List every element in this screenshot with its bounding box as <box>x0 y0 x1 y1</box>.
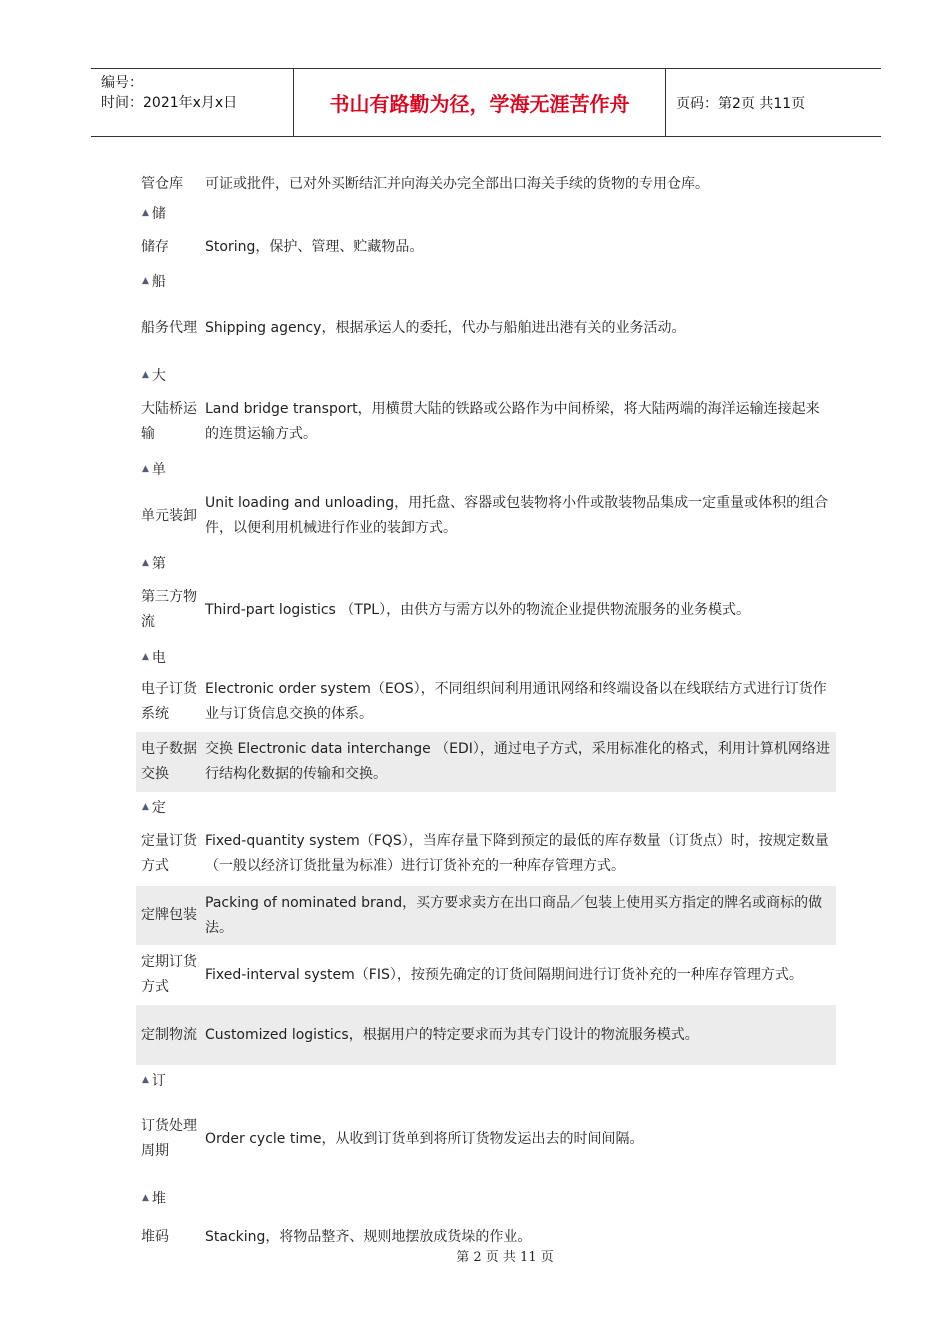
glossary-definition: 可证或批件，已对外买断结汇并向海关办完全部出口海关手续的货物的专用仓库。 <box>205 175 709 192</box>
glossary-entry <box>136 732 836 792</box>
index-letter-heading <box>136 548 836 578</box>
triangle-icon: ▲ <box>142 1193 149 1203</box>
glossary-entry <box>136 228 836 266</box>
glossary-definition: Customized logistics，根据用户的特定要求而为其专门设计的物流服务模式。 <box>205 1026 699 1043</box>
index-letter: 大 <box>151 368 166 384</box>
triangle-icon: ▲ <box>142 276 149 286</box>
header-meta <box>91 69 293 136</box>
triangle-icon: ▲ <box>142 652 149 662</box>
glossary-entry <box>136 484 836 548</box>
index-letter: 船 <box>151 274 166 290</box>
glossary-term: 大陆桥运输 <box>141 401 197 442</box>
glossary-term: 船务代理 <box>141 319 197 336</box>
glossary-entry <box>136 170 836 198</box>
glossary-definition: 交换 Electronic data interchange （EDI），通过电子方式，采用标准化的格式，利用计算机网络进行结构化数据的传输和交换。 <box>205 741 830 782</box>
index-letter: 堆 <box>151 1191 166 1207</box>
glossary-term: 定制物流 <box>141 1026 197 1043</box>
index-letter: 定 <box>151 800 166 816</box>
glossary-entry <box>136 578 836 642</box>
index-letter: 单 <box>151 462 166 478</box>
index-letter: 储 <box>151 206 166 222</box>
index-letter-heading <box>136 198 836 228</box>
glossary-term: 电子订货系统 <box>141 681 197 722</box>
index-letter-heading <box>136 1183 836 1213</box>
triangle-icon: ▲ <box>142 464 149 474</box>
triangle-icon: ▲ <box>142 1075 149 1085</box>
glossary-entry <box>136 296 836 360</box>
page-footer: 第 2 页 共 11 页 <box>456 1250 554 1265</box>
index-letter-heading <box>136 360 836 390</box>
glossary-term: 定期订货方式 <box>141 954 197 995</box>
glossary-definition: Stacking，将物品整齐、规则地摆放成货垛的作业。 <box>205 1228 532 1245</box>
triangle-icon: ▲ <box>142 370 149 380</box>
glossary-entry <box>136 672 836 732</box>
glossary-term: 定量订货方式 <box>141 833 197 874</box>
glossary-definition: Third-part logistics （TPL），由供方与需方以外的物流企业提供物流服务的业务模式。 <box>205 601 751 618</box>
glossary-entry <box>136 1005 836 1065</box>
triangle-icon: ▲ <box>142 802 149 812</box>
triangle-icon: ▲ <box>142 558 149 568</box>
glossary-definition: Packing of nominated brand，买方要求卖方在出口商品／包装上使用买方指定的牌名或商标的做法。 <box>205 894 823 936</box>
index-letter-heading <box>136 1065 836 1095</box>
glossary-definition: Storing，保护、管理、贮藏物品。 <box>205 238 424 255</box>
document-time-label: 时间：2021年x月x日 <box>101 95 238 111</box>
index-letter-heading <box>136 792 836 822</box>
glossary-definition: Fixed-quantity system（FQS），当库存量下降到预定的最低的库存数量（订货点）时，按规定数量（一般以经济订货批量为标准）进行订货补充的一种库存管理方式。 <box>205 833 829 874</box>
index-letter-heading <box>136 454 836 484</box>
glossary-term: 堆码 <box>141 1228 169 1245</box>
index-letter: 第 <box>151 556 166 572</box>
glossary-definition: Land bridge transport，用横贯大陆的铁路或公路作为中间桥梁，将大陆两端的海洋运输连接起来的连贯运输方式。 <box>205 401 820 442</box>
glossary-definition: Fixed-interval system（FIS），按预先确定的订货间隔期间进行订货补充的一种库存管理方式。 <box>205 966 803 983</box>
page-header <box>91 68 881 137</box>
glossary-term: 电子数据交换 <box>141 741 197 782</box>
glossary-list <box>136 170 836 1261</box>
glossary-entry <box>136 1095 836 1183</box>
glossary-definition: Order cycle time，从收到订货单到将所订货物发运出去的时间间隔。 <box>205 1130 644 1147</box>
glossary-entry <box>136 886 836 945</box>
glossary-definition: Unit loading and unloading，用托盘、容器或包装物将小件或散装物品集成一定重量或体积的组合件，以便利用机械进行作业的装卸方式。 <box>205 495 829 536</box>
glossary-term: 订货处理周期 <box>141 1118 197 1159</box>
document-number-label: 编号： <box>101 75 143 91</box>
header-page-number: 页码：第2页 共11页 <box>676 95 806 112</box>
glossary-definition: Electronic order system（EOS），不同组织间利用通讯网络和终端设备以在线联结方式进行订货作业与订货信息交换的体系。 <box>205 681 827 722</box>
triangle-icon: ▲ <box>142 208 149 218</box>
header-slogan: 书山有路勤为径，学海无涯苦作舟 <box>293 69 666 136</box>
index-letter: 电 <box>151 650 166 666</box>
glossary-entry <box>136 945 836 1005</box>
glossary-term: 管仓库 <box>141 175 183 192</box>
glossary-entry <box>136 390 836 454</box>
index-letter-heading <box>136 642 836 672</box>
glossary-term: 第三方物流 <box>141 589 197 630</box>
glossary-term: 单元装卸 <box>141 507 197 524</box>
glossary-term: 储存 <box>141 238 169 255</box>
index-letter-heading <box>136 266 836 296</box>
index-letter: 订 <box>151 1073 166 1089</box>
glossary-definition: Shipping agency，根据承运人的委托，代办与船舶进出港有关的业务活动。 <box>205 319 686 336</box>
glossary-entry <box>136 822 836 886</box>
glossary-term: 定牌包装 <box>141 907 197 923</box>
